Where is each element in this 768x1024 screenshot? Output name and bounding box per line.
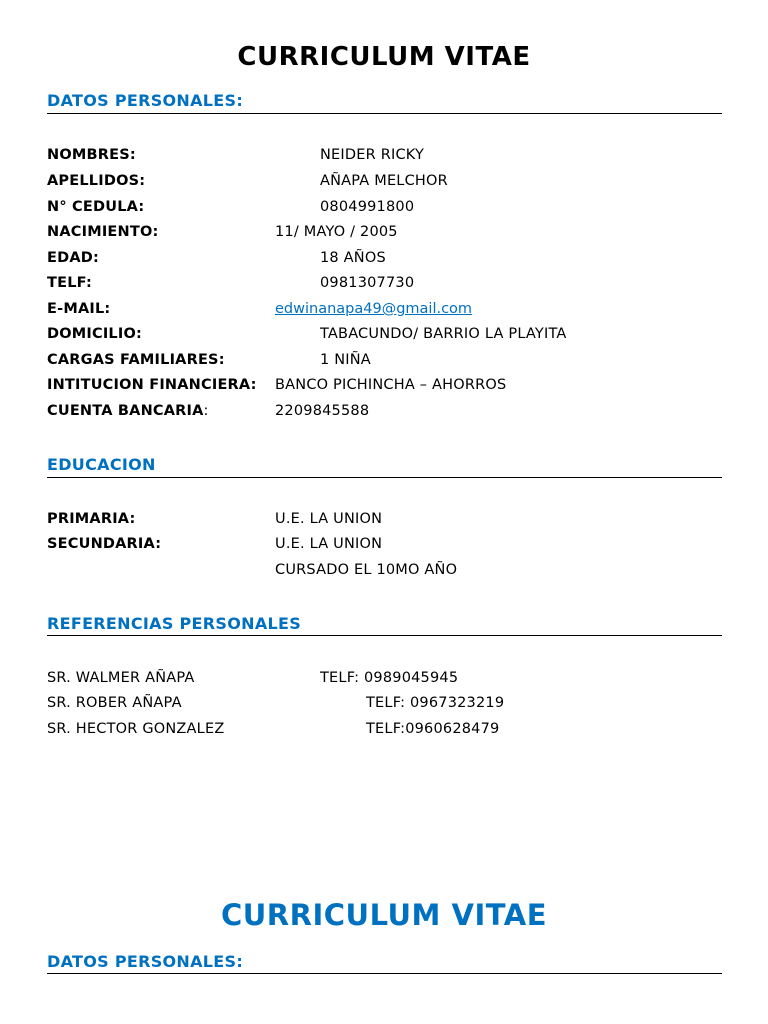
value-institucion: BANCO PICHINCHA – AHORROS — [275, 377, 507, 393]
section-divider — [47, 477, 722, 478]
label-secundaria: SECUNDARIA: — [47, 536, 162, 552]
reference-phone-2: TELF: 0967323219 — [366, 695, 505, 711]
label-edad: EDAD: — [47, 250, 99, 266]
reference-name-2: SR. ROBER AÑAPA — [47, 695, 182, 711]
value-primaria: U.E. LA UNION — [275, 511, 383, 527]
label-email: E-MAIL: — [47, 301, 111, 317]
label-cedula: N° CEDULA: — [47, 199, 145, 215]
value-nombres: NEIDER RICKY — [320, 147, 425, 163]
page-title: CURRICULUM VITAE — [237, 42, 531, 72]
label-cuenta-wrapper — [47, 403, 209, 419]
label-apellidos: APELLIDOS: — [47, 173, 146, 189]
reference-phone-1: TELF: 0989045945 — [320, 670, 459, 686]
reference-name-1: SR. WALMER AÑAPA — [47, 670, 195, 686]
section-heading-education: EDUCACION — [47, 455, 156, 474]
label-telf: TELF: — [47, 275, 92, 291]
label-nombres: NOMBRES: — [47, 147, 136, 163]
label-cargas: CARGAS FAMILIARES: — [47, 352, 225, 368]
section-divider — [47, 973, 722, 974]
value-secundaria-detail: CURSADO EL 10MO AÑO — [275, 562, 458, 578]
label-domicilio: DOMICILIO: — [47, 326, 142, 342]
value-telf: 0981307730 — [320, 275, 415, 291]
section-divider — [47, 635, 722, 636]
label-institucion: INTITUCION FINANCIERA: — [47, 377, 257, 393]
label-primaria: PRIMARIA: — [47, 511, 136, 527]
value-cargas: 1 NIÑA — [320, 352, 371, 368]
value-secundaria: U.E. LA UNION — [275, 536, 383, 552]
label-nacimiento: NACIMIENTO: — [47, 224, 159, 240]
value-nacimiento: 11/ MAYO / 2005 — [275, 224, 398, 240]
email-link[interactable]: edwinanapa49@gmail.com — [275, 301, 473, 317]
value-domicilio: TABACUNDO/ BARRIO LA PLAYITA — [320, 326, 567, 342]
label-cuenta: CUENTA BANCARIA — [47, 403, 204, 419]
value-cuenta: 2209845588 — [275, 403, 370, 419]
value-cedula: 0804991800 — [320, 199, 415, 215]
value-edad: 18 AÑOS — [320, 250, 386, 266]
page-title-2: CURRICULUM VITAE — [220, 898, 548, 932]
section-divider — [47, 113, 722, 114]
section-heading-personal: DATOS PERSONALES: — [47, 91, 244, 110]
label-cuenta-colon: : — [203, 403, 209, 419]
reference-name-3: SR. HECTOR GONZALEZ — [47, 721, 225, 737]
section-heading-references: REFERENCIAS PERSONALES — [47, 614, 302, 633]
value-apellidos: AÑAPA MELCHOR — [320, 173, 448, 189]
reference-phone-3: TELF:0960628479 — [366, 721, 500, 737]
section-heading-personal-2: DATOS PERSONALES: — [47, 952, 244, 971]
